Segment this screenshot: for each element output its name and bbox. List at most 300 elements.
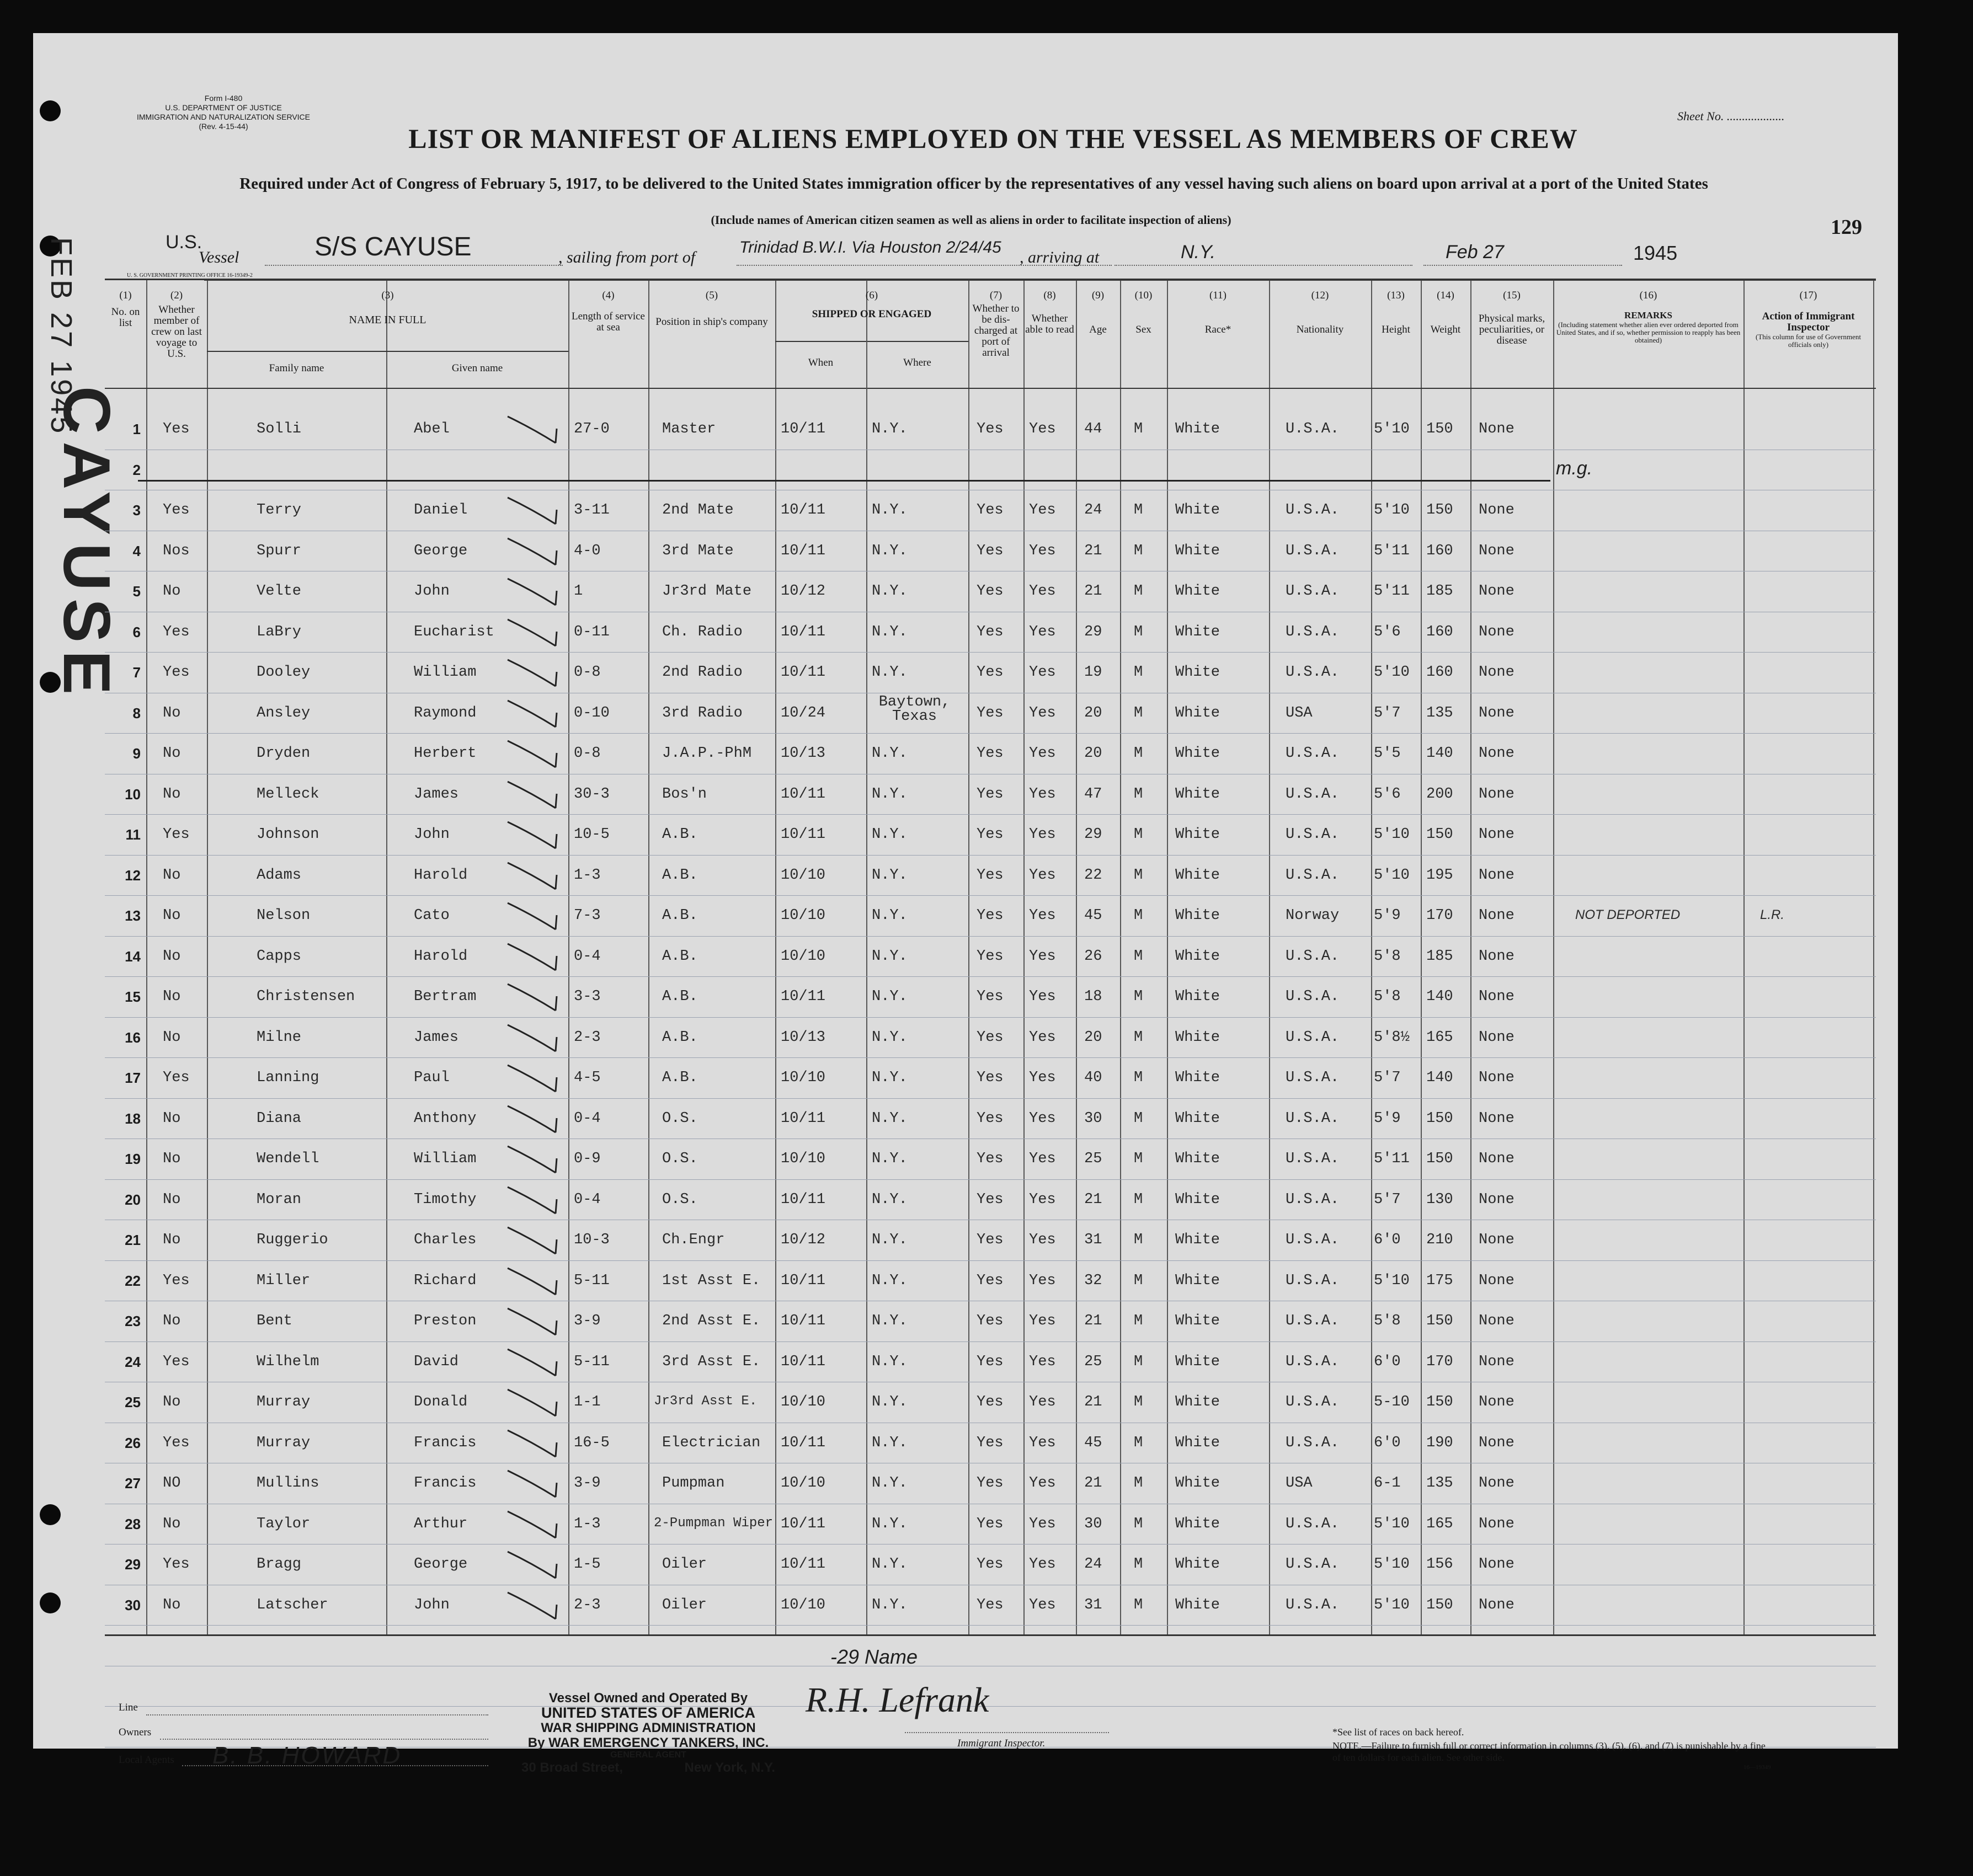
service-cell: 10-3: [574, 1232, 610, 1248]
weight-cell: 210: [1426, 1232, 1453, 1248]
row-rule: [105, 976, 1876, 977]
service-cell: 0-8: [574, 664, 601, 681]
given-name-cell: John: [414, 583, 450, 600]
row-rule: [105, 1341, 1876, 1342]
position-cell: A.B.: [662, 826, 698, 843]
family-name-cell: Dryden: [257, 745, 311, 762]
hdr-c3: [207, 290, 568, 325]
check-mark-icon: [505, 980, 566, 1013]
weight-cell: 185: [1426, 948, 1453, 965]
service-cell: 2-3: [574, 1029, 601, 1046]
sex-cell: M: [1134, 704, 1143, 721]
where-cell: N.Y.: [872, 1151, 908, 1167]
age-cell: 21: [1084, 583, 1102, 600]
legal-requirement: Required under Act of Congress of February 5, 1917, to be delivered to the United States immigration officer by the representatives of any vessel having such aliens on board upon arrival at a port of the United States: [239, 175, 1708, 193]
hdr-c4: [568, 290, 648, 333]
hdr-num: (12): [1311, 290, 1329, 301]
nationality-cell: U.S.A.: [1286, 1232, 1340, 1248]
read-cell: Yes: [1029, 664, 1056, 681]
member-cell: NO: [163, 1475, 181, 1492]
height-cell: 5'11: [1374, 583, 1410, 600]
member-cell: No: [163, 988, 181, 1005]
check-stroke: [508, 903, 557, 929]
height-cell: 5'9: [1374, 907, 1401, 924]
service-cell: 1-3: [574, 867, 601, 884]
service-cell: 5-11: [574, 1353, 610, 1370]
age-cell: 24: [1084, 502, 1102, 519]
check-stroke: [508, 1065, 557, 1092]
row-number: 12: [125, 867, 141, 884]
row-rule: [105, 855, 1876, 856]
table-row: [105, 653, 1876, 694]
discharged-cell: Yes: [977, 1232, 1004, 1248]
family-name-cell: Wilhelm: [257, 1353, 319, 1370]
hdr-c11: [1167, 290, 1269, 335]
position-cell: Bos'n: [662, 785, 707, 803]
discharged-cell: Yes: [977, 704, 1004, 721]
discharged-cell: Yes: [977, 826, 1004, 843]
height-cell: 5'11: [1374, 1151, 1410, 1167]
table-row: [105, 937, 1876, 978]
when-cell: 10/11: [781, 1313, 826, 1329]
hdr-text: Age: [1089, 324, 1107, 335]
read-cell: Yes: [1029, 1394, 1056, 1410]
ship-name-margin: CAYUSE: [50, 386, 124, 703]
given-name-cell: Timothy: [414, 1191, 477, 1208]
physical-cell: None: [1479, 1313, 1515, 1329]
row-rule: [105, 936, 1876, 937]
member-cell: No: [163, 1596, 181, 1613]
weight-cell: 150: [1426, 826, 1453, 843]
hdr-c6: [775, 290, 968, 320]
table-row: [105, 1424, 1876, 1465]
check-mark-icon: [505, 696, 566, 729]
check-stroke: [508, 1471, 557, 1497]
nationality-cell: USA: [1286, 704, 1313, 721]
given-name-cell: William: [414, 1151, 477, 1167]
height-cell: 5'8½: [1374, 1029, 1410, 1046]
family-name-cell: Velte: [257, 583, 302, 600]
physical-cell: None: [1479, 1556, 1515, 1573]
race-cell: White: [1175, 1313, 1220, 1329]
sex-cell: M: [1134, 542, 1143, 559]
read-cell: Yes: [1029, 988, 1056, 1005]
age-cell: 21: [1084, 1475, 1102, 1492]
member-cell: Yes: [163, 421, 190, 437]
printing-office: U. S. GOVERNMENT PRINTING OFFICE 16-19349-2: [127, 272, 253, 279]
given-name-cell: Harold: [414, 948, 468, 965]
discharged-cell: Yes: [977, 664, 1004, 681]
department: U.S. DEPARTMENT OF JUSTICE: [165, 103, 282, 112]
read-cell: Yes: [1029, 1596, 1056, 1613]
check-mark-icon: [505, 574, 566, 607]
family-name-cell: Christensen: [257, 988, 355, 1005]
table-row: [105, 1018, 1876, 1059]
age-cell: 25: [1084, 1151, 1102, 1167]
race-cell: White: [1175, 1232, 1220, 1248]
check-stroke: [508, 984, 557, 1011]
table-row: [105, 491, 1876, 532]
row-number: 5: [132, 583, 141, 600]
age-cell: 29: [1084, 623, 1102, 640]
age-cell: 45: [1084, 907, 1102, 924]
read-cell: Yes: [1029, 623, 1056, 640]
row-rule: [105, 1260, 1876, 1261]
where-cell: N.Y.: [872, 1191, 908, 1208]
nationality-cell: U.S.A.: [1286, 1151, 1340, 1167]
discharged-cell: Yes: [977, 1110, 1004, 1127]
discharged-cell: Yes: [977, 542, 1004, 559]
total-count-note: -29 Name: [830, 1645, 918, 1668]
discharged-cell: Yes: [977, 623, 1004, 640]
hdr-family: Family name: [269, 362, 324, 374]
check-mark-icon: [505, 1223, 566, 1256]
hdr-c17: [1743, 290, 1873, 349]
when-cell: 10/11: [781, 623, 826, 640]
service-cell: 1-3: [574, 1515, 601, 1532]
age-cell: 22: [1084, 867, 1102, 884]
when-cell: 10/13: [781, 745, 826, 762]
service-cell: 0-11: [574, 623, 610, 640]
where-cell: N.Y.: [872, 1596, 908, 1613]
when-cell: 10/11: [781, 1191, 826, 1208]
when-cell: 10/11: [781, 542, 826, 559]
service-cell: 30-3: [574, 785, 610, 803]
given-name-cell: Paul: [414, 1070, 450, 1086]
row-number: 18: [125, 1110, 141, 1127]
race-cell: White: [1175, 583, 1220, 600]
races-note: *See list of races on back hereof.: [1332, 1727, 1464, 1738]
row-number: 13: [125, 907, 141, 924]
where-cell: N.Y.: [872, 502, 908, 519]
physical-cell: None: [1479, 623, 1515, 640]
position-cell: Ch. Radio: [662, 623, 743, 640]
position-cell: 1st Asst E.: [662, 1272, 761, 1289]
weight-cell: 150: [1426, 421, 1453, 437]
arrival-date: Feb 27: [1446, 242, 1504, 263]
vessel-name: S/S CAYUSE: [314, 232, 472, 261]
binder-hole: [40, 1592, 61, 1613]
weight-cell: 185: [1426, 583, 1453, 600]
row-number: 1: [132, 421, 141, 437]
race-cell: White: [1175, 948, 1220, 965]
when-cell: 10/13: [781, 1029, 826, 1046]
vessel-label: Vessel: [199, 248, 239, 266]
table-row: [105, 896, 1876, 937]
service-cell: 16-5: [574, 1434, 610, 1451]
discharged-cell: Yes: [977, 1515, 1004, 1532]
where-cell: N.Y.: [872, 745, 908, 762]
service-cell: 1: [574, 583, 583, 600]
sex-cell: M: [1134, 1313, 1143, 1329]
row2-strike-line: [138, 480, 1550, 482]
where-cell: N.Y.: [872, 1353, 908, 1370]
member-cell: No: [163, 1313, 181, 1329]
when-cell: 10/11: [781, 1434, 826, 1451]
member-cell: Yes: [163, 664, 190, 681]
nationality-cell: USA: [1286, 1475, 1313, 1492]
print-code: 16—19349: [1743, 1764, 1771, 1771]
race-cell: White: [1175, 1272, 1220, 1289]
physical-cell: None: [1479, 1434, 1515, 1451]
hdr-c14: [1421, 290, 1470, 335]
hdr-num: (15): [1503, 290, 1521, 301]
physical-cell: None: [1479, 1515, 1515, 1532]
member-cell: Nos: [163, 542, 190, 559]
member-cell: Yes: [163, 1556, 190, 1573]
read-cell: Yes: [1029, 704, 1056, 721]
table-row: [105, 1140, 1876, 1180]
family-name-cell: Dooley: [257, 664, 311, 681]
binder-hole: [40, 100, 61, 121]
action-cell: L.R.: [1760, 907, 1785, 922]
race-cell: White: [1175, 704, 1220, 721]
read-cell: Yes: [1029, 1434, 1056, 1451]
when-cell: 10/11: [781, 1110, 826, 1127]
service-cell: 0-4: [574, 1110, 601, 1127]
hdr-rule: [204, 280, 1876, 281]
hdr-num: (1): [119, 290, 132, 301]
where-cell: N.Y.: [872, 867, 908, 884]
physical-cell: None: [1479, 1029, 1515, 1046]
table-row: [105, 1221, 1876, 1262]
row-number: 28: [125, 1515, 141, 1532]
row-number: 2: [132, 461, 141, 478]
table-row: [105, 1262, 1876, 1302]
height-cell: 5'9: [1374, 1110, 1401, 1127]
race-cell: White: [1175, 1191, 1220, 1208]
when-cell: 10/11: [781, 785, 826, 803]
race-cell: White: [1175, 502, 1220, 519]
position-cell: A.B.: [662, 988, 698, 1005]
member-cell: Yes: [163, 1070, 190, 1086]
table-row: [105, 451, 1876, 491]
height-cell: 6-1: [1374, 1475, 1401, 1492]
table-row: [105, 1343, 1876, 1383]
read-cell: Yes: [1029, 502, 1056, 519]
service-cell: 0-10: [574, 704, 610, 721]
when-cell: 10/10: [781, 1596, 826, 1613]
family-name-cell: Murray: [257, 1434, 311, 1451]
position-cell: A.B.: [662, 1029, 698, 1046]
when-cell: 10/11: [781, 1272, 826, 1289]
hdr-num: (4): [602, 290, 615, 301]
hdr-text: Weight: [1430, 324, 1461, 335]
nationality-cell: U.S.A.: [1286, 1556, 1340, 1573]
height-cell: 5'5: [1374, 745, 1401, 762]
row-rule: [105, 814, 1876, 815]
race-cell: White: [1175, 785, 1220, 803]
vessel-prefix: U.S.: [166, 232, 202, 253]
height-cell: 5'10: [1374, 1515, 1410, 1532]
weight-cell: 140: [1426, 988, 1453, 1005]
given-name-cell: Abel: [414, 421, 450, 437]
check-stroke: [508, 1552, 557, 1578]
owned-line-6: 30 Broad Street,: [521, 1760, 623, 1775]
position-cell: O.S.: [662, 1151, 698, 1167]
height-cell: 5'10: [1374, 1596, 1410, 1613]
check-mark-icon: [505, 1547, 566, 1580]
member-cell: Yes: [163, 623, 190, 640]
arriving-underline: [1115, 265, 1412, 266]
table-row: [105, 734, 1876, 775]
check-mark-icon: [505, 493, 566, 526]
race-cell: White: [1175, 907, 1220, 924]
member-cell: No: [163, 1191, 181, 1208]
sex-cell: M: [1134, 583, 1143, 600]
service-cell: 4-5: [574, 1070, 601, 1086]
given-name-cell: Harold: [414, 867, 468, 884]
check-mark-icon: [505, 1102, 566, 1135]
given-name-cell: William: [414, 664, 477, 681]
nationality-cell: U.S.A.: [1286, 1191, 1340, 1208]
check-stroke: [508, 498, 557, 524]
table-row: [105, 410, 1876, 451]
row-rule: [105, 1179, 1876, 1180]
hdr-where: Where: [903, 357, 931, 368]
position-cell: Master: [662, 421, 716, 437]
weight-cell: 160: [1426, 542, 1453, 559]
nationality-cell: U.S.A.: [1286, 1394, 1340, 1410]
height-cell: 5'7: [1374, 1191, 1401, 1208]
nationality-cell: U.S.A.: [1286, 664, 1340, 681]
position-cell: Oiler: [662, 1556, 707, 1573]
hdr-text: Whether to be dis-charged at port of arrival: [972, 303, 1020, 359]
where-cell: N.Y.: [872, 1515, 908, 1532]
sex-cell: M: [1134, 1556, 1143, 1573]
row-number: 7: [132, 664, 141, 681]
race-cell: White: [1175, 542, 1220, 559]
position-cell: Oiler: [662, 1596, 707, 1613]
position-cell: J.A.P.-PhM: [662, 745, 752, 762]
sex-cell: M: [1134, 421, 1143, 437]
where-cell: N.Y.: [872, 542, 908, 559]
sex-cell: M: [1134, 1353, 1143, 1370]
read-cell: Yes: [1029, 907, 1056, 924]
given-name-cell: Daniel: [414, 502, 468, 519]
family-name-cell: Capps: [257, 948, 302, 965]
when-cell: 10/11: [781, 1556, 826, 1573]
row-number: 14: [125, 948, 141, 965]
check-stroke: [508, 741, 557, 767]
weight-cell: 130: [1426, 1191, 1453, 1208]
service-cell: 0-8: [574, 745, 601, 762]
check-mark-icon: [505, 1385, 566, 1418]
service-cell: 4-0: [574, 542, 601, 559]
position-cell: Jr3rd Mate: [662, 583, 752, 600]
row-number: 15: [125, 988, 141, 1005]
weight-cell: 170: [1426, 907, 1453, 924]
hdr-num: (14): [1437, 290, 1454, 301]
race-cell: White: [1175, 1110, 1220, 1127]
read-cell: Yes: [1029, 1110, 1056, 1127]
physical-cell: None: [1479, 1151, 1515, 1167]
read-cell: Yes: [1029, 1556, 1056, 1573]
discharged-cell: Yes: [977, 1475, 1004, 1492]
age-cell: 21: [1084, 1394, 1102, 1410]
check-stroke: [508, 619, 557, 646]
height-cell: 5'10: [1374, 1272, 1410, 1289]
where-cell: N.Y.: [872, 826, 908, 843]
sex-cell: M: [1134, 1029, 1143, 1046]
family-name-cell: Taylor: [257, 1515, 311, 1532]
age-cell: 21: [1084, 1191, 1102, 1208]
discharged-cell: Yes: [977, 1272, 1004, 1289]
nationality-cell: U.S.A.: [1286, 826, 1340, 843]
hdr-c1: [105, 290, 146, 329]
member-cell: Yes: [163, 1353, 190, 1370]
hdr-c13: [1371, 290, 1421, 335]
check-stroke: [508, 863, 557, 889]
age-cell: 32: [1084, 1272, 1102, 1289]
owner-stamp: [521, 1691, 775, 1775]
row-rule: [105, 733, 1876, 734]
age-cell: 40: [1084, 1070, 1102, 1086]
physical-cell: None: [1479, 1110, 1515, 1127]
owned-line-4: By WAR EMERGENCY TANKERS, INC.: [527, 1735, 769, 1750]
row-rule: [105, 1625, 1876, 1626]
nationality-cell: U.S.A.: [1286, 1070, 1340, 1086]
position-cell: 2-Pumpman Wiper: [654, 1515, 774, 1531]
nationality-cell: U.S.A.: [1286, 785, 1340, 803]
hdr-c5: [648, 290, 775, 328]
height-cell: 5'8: [1374, 1313, 1401, 1329]
weight-cell: 150: [1426, 1394, 1453, 1410]
when-cell: 10/10: [781, 1394, 826, 1410]
sex-cell: M: [1134, 988, 1143, 1005]
check-stroke: [508, 944, 557, 970]
given-name-cell: Bertram: [414, 988, 477, 1005]
date-underline: [1423, 265, 1622, 266]
received-date-stamp: FEB 27 1945: [45, 237, 78, 436]
race-cell: White: [1175, 1151, 1220, 1167]
row-number: 22: [125, 1272, 141, 1289]
hdr-text: Sex: [1135, 324, 1151, 335]
age-cell: 21: [1084, 542, 1102, 559]
position-cell: 2nd Asst E.: [662, 1313, 761, 1329]
check-mark-icon: [505, 736, 566, 769]
discharged-cell: Yes: [977, 1191, 1004, 1208]
weight-cell: 190: [1426, 1434, 1453, 1451]
position-cell: 3rd Radio: [662, 704, 743, 721]
position-cell: Electrician: [662, 1434, 761, 1451]
sex-cell: M: [1134, 785, 1143, 803]
service-cell: 0-4: [574, 948, 601, 965]
weight-cell: 156: [1426, 1556, 1453, 1573]
nationality-cell: U.S.A.: [1286, 583, 1340, 600]
weight-cell: 140: [1426, 745, 1453, 762]
member-cell: No: [163, 704, 181, 721]
race-cell: White: [1175, 1394, 1220, 1410]
sex-cell: M: [1134, 1151, 1143, 1167]
table-row: [105, 1059, 1876, 1099]
hdr-c12: [1269, 290, 1371, 335]
include-note: (Include names of American citizen seamen as well as aliens in order to facilitate inspection of aliens): [711, 213, 1231, 227]
row-number: 29: [125, 1556, 141, 1573]
member-cell: No: [163, 1029, 181, 1046]
hdr-num: (6): [865, 290, 878, 301]
age-cell: 26: [1084, 948, 1102, 965]
when-cell: 10/10: [781, 1151, 826, 1167]
physical-cell: None: [1479, 421, 1515, 437]
family-name-cell: Milne: [257, 1029, 302, 1046]
service-cell: 0-4: [574, 1191, 601, 1208]
height-cell: 5'10: [1374, 826, 1410, 843]
table-row: [105, 1180, 1876, 1221]
hdr-text: Position in ship's company: [655, 316, 768, 328]
family-name-cell: Mullins: [257, 1475, 319, 1492]
weight-cell: 135: [1426, 704, 1453, 721]
